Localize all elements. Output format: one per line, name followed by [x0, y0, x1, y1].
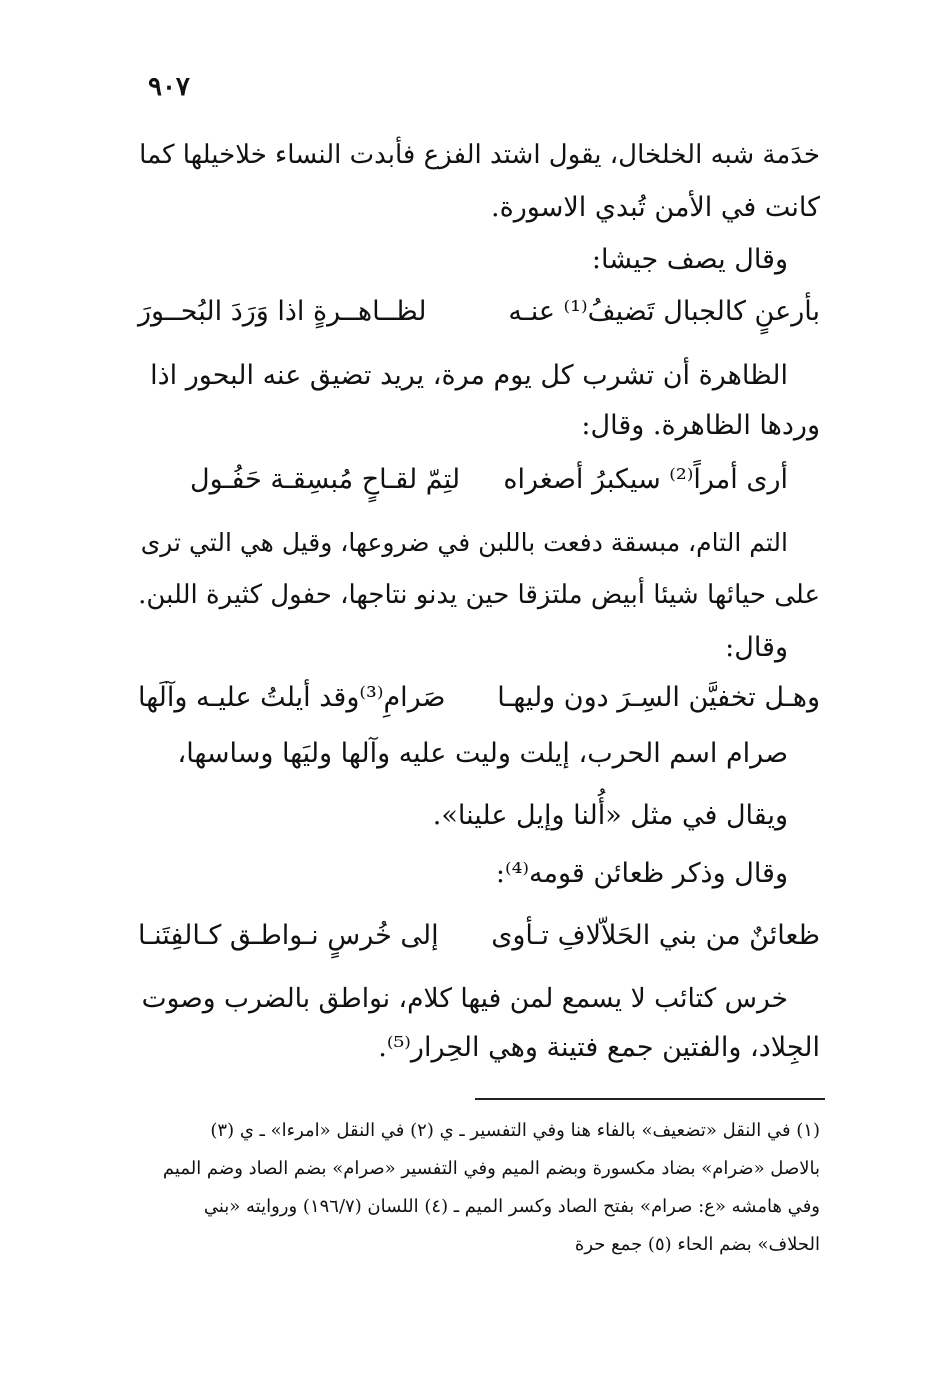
body-line: التم التام، مبسقة دفعت باللبن في ضروعها، وقيل هي التي ترى — [140, 528, 788, 557]
verse-first-hemistich: أرى أمراً⁽²⁾ سيكبرُ أصغراه — [503, 464, 788, 495]
verse-second-hemistich: لتِمّ لقـاحٍ مُبسِقـة حَفُـول — [190, 464, 461, 495]
verse-line — [138, 922, 820, 949]
footnote-separator — [475, 1098, 825, 1100]
section-intro: وقال وذكر ظعائن قومه⁽⁴⁾: — [495, 858, 788, 889]
verse-line — [190, 466, 788, 493]
page-number: ٩٠٧ — [148, 72, 190, 102]
body-line: الظاهرة أن تشرب كل يوم مرة، يريد تضيق عنه البحور اذا — [150, 360, 788, 391]
footnote-line: (١) في النقل «تضعيف» بالفاء هنا وفي التفسير ـ ي (٢) في النقل «امرءا» ـ ي (٣) — [210, 1120, 820, 1141]
verse-second-hemistich: صَرامِ⁽³⁾وقد أيلتُ عليـه وآلَها — [138, 682, 446, 713]
footnote-line: بالاصل «ضرام» بضاد مكسورة وبضم الميم وفي التفسير «صرام» بضم الصاد وضم الميم — [162, 1158, 820, 1179]
body-line: ويقال في مثل «أُلنا وإيل علينا». — [432, 800, 788, 831]
verse-first-hemistich: بأرعنٍ كالجبال تَضيفُ⁽¹⁾ عنـه — [508, 296, 820, 327]
verse-first-hemistich: وهـل تخفيَّن السِـرَ دون وليهـا — [497, 682, 820, 713]
verse-second-hemistich: إلى خُرسٍ نـواطـق كـالفِتَنـا — [138, 920, 439, 951]
verse-first-hemistich: ظعائنٌ من بني الحَلاّلافِ تـأوى — [491, 920, 820, 951]
body-line: على حيائها شيئا أبيض ملتزقا حين يدنو نتاجها، حفول كثيرة اللبن. — [138, 580, 820, 610]
section-intro: وقال: — [725, 632, 788, 663]
footnote-line: وفي هامشه «ع: صرام» بفتح الصاد وكسر الميم ـ (٤) اللسان (١٩٦/٧) وروايته «بني — [203, 1196, 820, 1217]
body-line: وردها الظاهرة. وقال: — [581, 410, 820, 441]
body-line: الجِلاد، والفتين جمع فتينة وهي الحِرار⁽⁵⁾. — [378, 1032, 820, 1063]
verse-line — [138, 684, 820, 711]
body-line: صرام اسم الحرب، إيلت وليت عليه وآلها وليَها وساسها، — [177, 738, 788, 769]
section-intro: وقال يصف جيشا: — [591, 244, 788, 275]
verse-line — [138, 298, 820, 325]
body-line: خدَمة شبه الخلخال، يقول اشتد الفزع فأبدت النساء خلاخيلها كما — [139, 140, 820, 170]
body-line: كانت في الأمن تُبدي الاسورة. — [491, 192, 820, 223]
body-line: خرس كتائب لا يسمع لمن فيها كلام، نواطق بالضرب وصوت — [141, 983, 788, 1014]
verse-second-hemistich: لظــاهــرةٍ اذا وَرَدَ البُحــورَ — [138, 296, 427, 327]
footnote-line: الحلاف» بضم الحاء (٥) جمع حرة — [574, 1234, 820, 1255]
